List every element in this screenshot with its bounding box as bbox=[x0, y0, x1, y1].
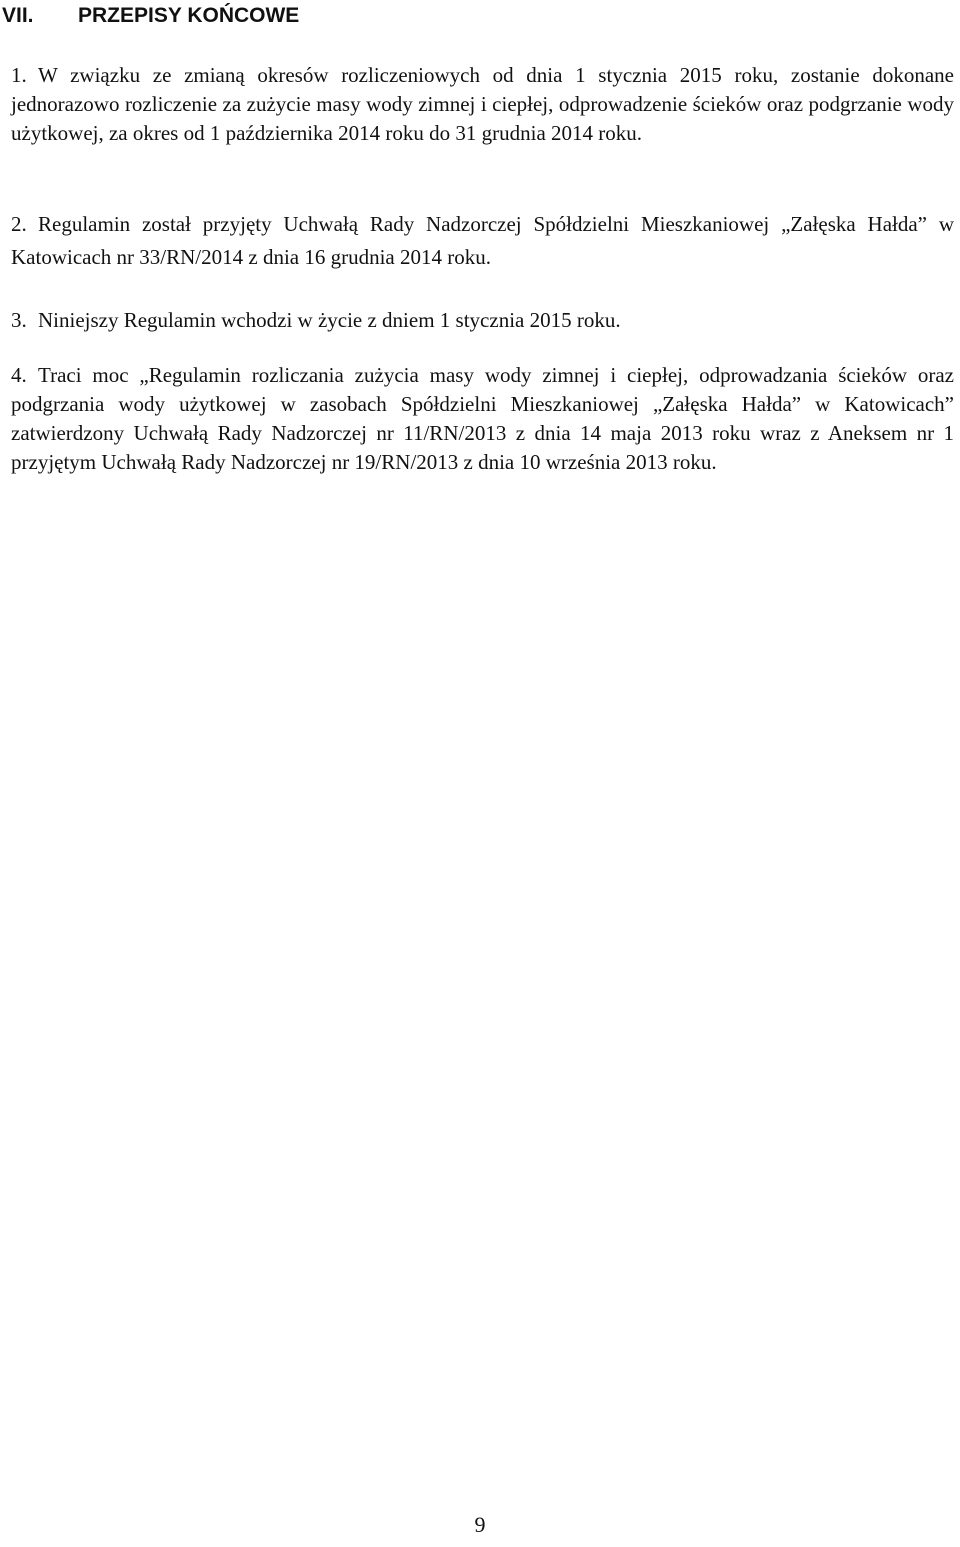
paragraph-4-text: Traci moc „Regulamin rozliczania zużycia masy wody zimnej i ciepłej, odprowadzania ścieków oraz podgrzania wody użytkowej w zasobach Spółdzielni Mieszkaniowej „Załęska Hałda” w Katowicach” zatwierdzony Uchwałą Rady Nadzorczej nr 11/RN/2013 z dnia 14 maja 2013 roku wraz z Aneksem nr 1 przyjętym Uchwałą Rady Nadzorczej nr 19/RN/2013 z dnia 10 września 2013 roku. bbox=[11, 363, 954, 474]
paragraph-2 bbox=[11, 208, 954, 274]
paragraph-4 bbox=[11, 361, 954, 477]
section-number: VII. bbox=[2, 4, 34, 27]
paragraph-1-number: 1. bbox=[11, 63, 27, 87]
section-title: PRZEPISY KOŃCOWE bbox=[78, 4, 300, 27]
paragraph-3-text: Niniejszy Regulamin wchodzi w życie z dniem 1 stycznia 2015 roku. bbox=[38, 308, 621, 332]
paragraph-1 bbox=[11, 61, 954, 148]
paragraph-3-number: 3. bbox=[11, 308, 27, 332]
paragraph-3 bbox=[11, 306, 954, 335]
paragraph-4-number: 4. bbox=[11, 363, 27, 387]
paragraph-2-text: Regulamin został przyjęty Uchwałą Rady Nadzorczej Spółdzielni Mieszkaniowej „Załęska Hałda” w Katowicach nr 33/RN/2014 z dnia 16 grudnia 2014 roku. bbox=[11, 212, 954, 269]
page-number: 9 bbox=[474, 1512, 486, 1537]
paragraph-1-text: W związku ze zmianą okresów rozliczeniowych od dnia 1 stycznia 2015 roku, zostanie dokonane jednorazowo rozliczenie za zużycie masy wody zimnej i ciepłej, odprowadzenie ścieków oraz podgrzanie wody użytkowej, za okres od 1 października 2014 roku do 31 grudnia 2014 roku. bbox=[11, 63, 954, 145]
section-heading bbox=[2, 3, 299, 29]
paragraph-2-number: 2. bbox=[11, 212, 27, 236]
